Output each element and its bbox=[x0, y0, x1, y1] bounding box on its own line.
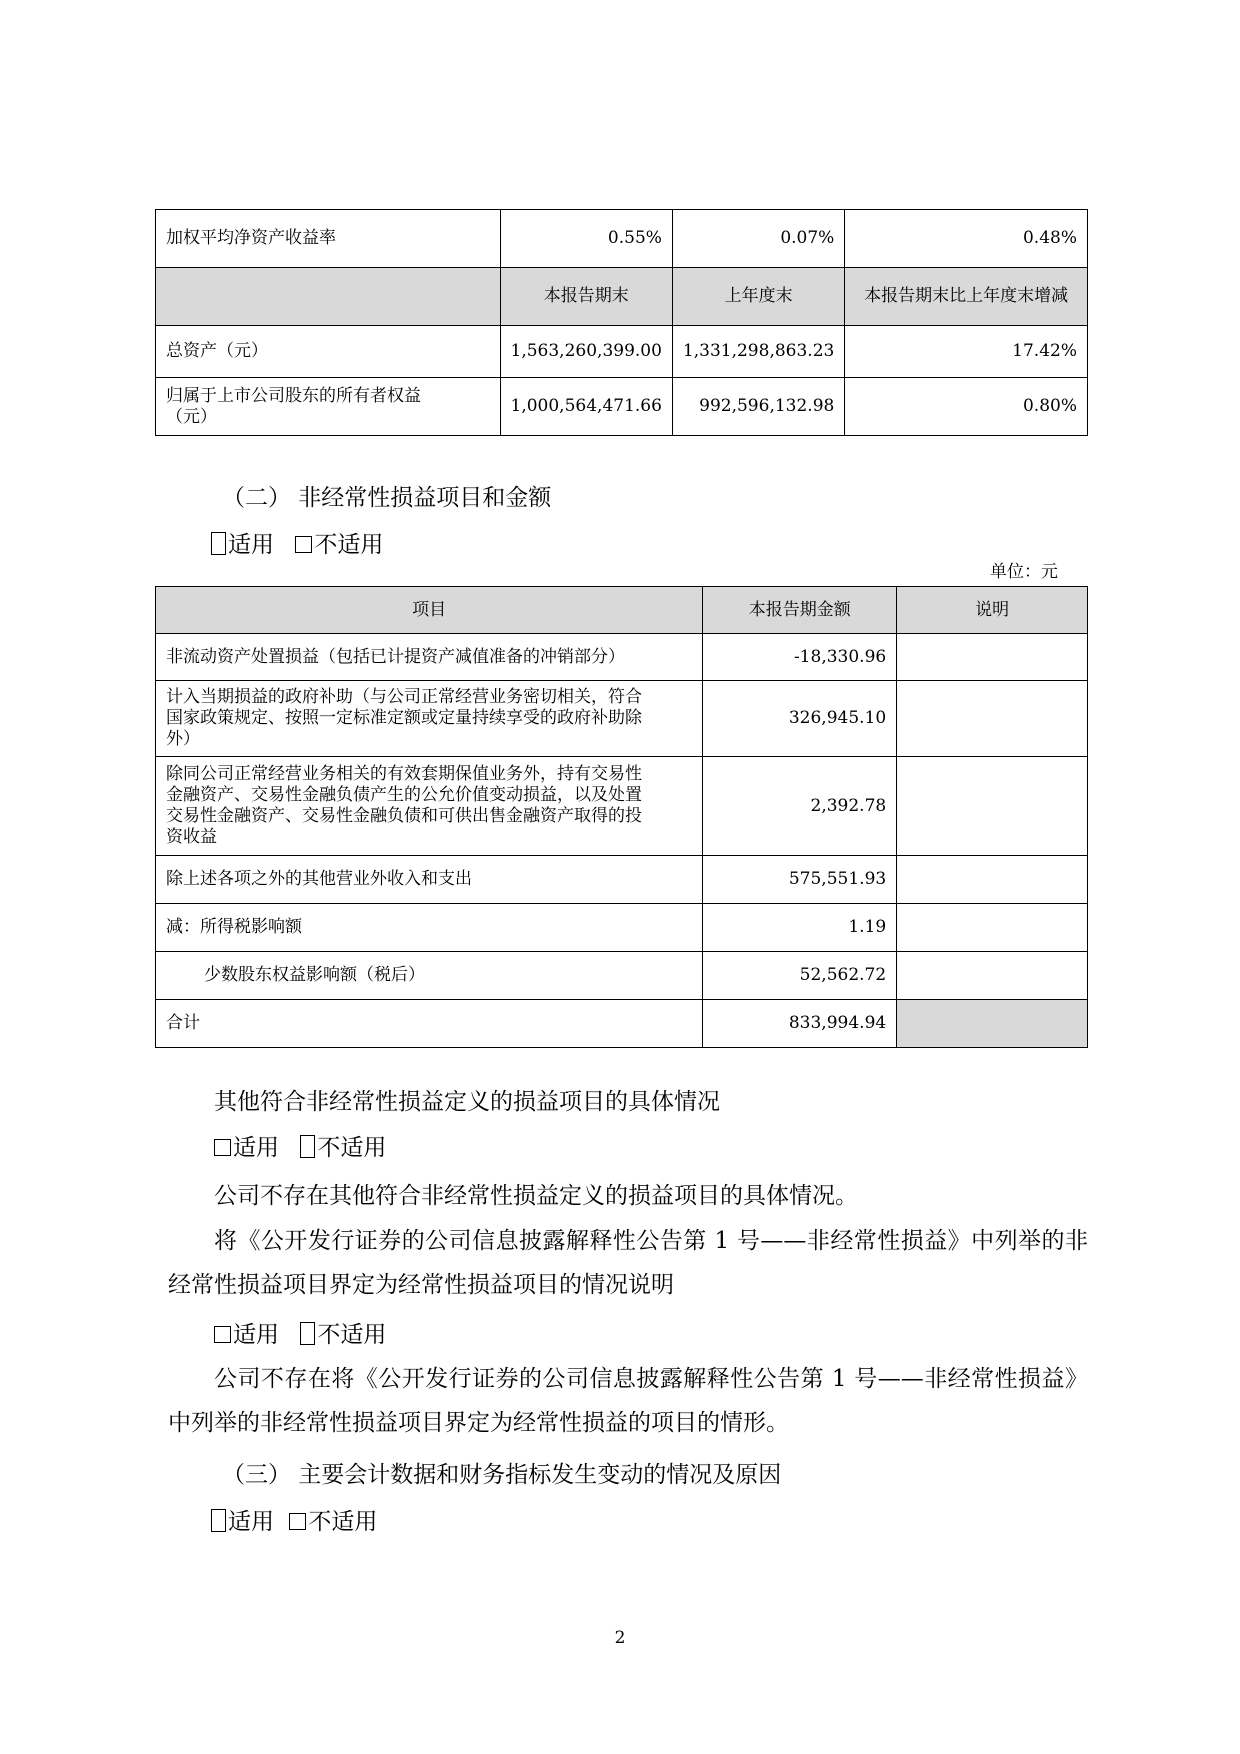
checkbox-not-applicable[interactable] bbox=[295, 536, 312, 553]
note-cell bbox=[897, 634, 1088, 681]
note-cell bbox=[897, 952, 1088, 1000]
applicability-options bbox=[211, 530, 383, 560]
checkbox-applicable[interactable] bbox=[214, 1139, 231, 1156]
table-header-row bbox=[156, 268, 1088, 326]
table-row bbox=[156, 856, 1088, 904]
value-cell: 0.07% bbox=[672, 210, 844, 268]
checkbox-applicable[interactable] bbox=[211, 1509, 226, 1532]
header-cell: 本报告期末比上年度末增减 bbox=[845, 268, 1088, 326]
item-cell bbox=[156, 952, 703, 1000]
section-title: （三） 主要会计数据和财务指标发生变动的情况及原因 bbox=[222, 1462, 782, 1488]
item-line: 减：所得税影响额 bbox=[166, 917, 302, 937]
value-cell: 992,596,132.98 bbox=[672, 378, 844, 436]
option-label: 不适用 bbox=[314, 532, 384, 558]
header-cell: 上年度末 bbox=[672, 268, 844, 326]
note-cell bbox=[897, 1000, 1088, 1048]
header-cell: 项目 bbox=[156, 587, 703, 634]
subsection-title: 其他符合非经常性损益定义的损益项目的具体情况 bbox=[214, 1089, 720, 1115]
label-line: 归属于上市公司股东的所有者权益 bbox=[166, 385, 421, 406]
item-line: 除上述各项之外的其他营业外收入和支出 bbox=[166, 869, 472, 889]
item-cell bbox=[156, 681, 703, 757]
value-cell: 1,000,564,471.66 bbox=[500, 378, 672, 436]
item-line: 外） bbox=[166, 729, 200, 749]
row-label bbox=[156, 378, 501, 436]
table-row bbox=[156, 210, 1088, 268]
subsection-title: 将《公开发行证券的公司信息披露解释性公告第 1 号——非经常性损益》中列举的非经常性损益项目界定为经常性损益项目的情况说明 bbox=[168, 1228, 1088, 1298]
item-cell bbox=[156, 757, 703, 856]
item-line: 少数股东权益影响额（税后） bbox=[204, 965, 425, 985]
item-line: 国家政策规定、按照一定标准定额或定量持续享受的政府补助除 bbox=[166, 708, 642, 728]
item-cell bbox=[156, 856, 703, 904]
amount-cell: -18,330.96 bbox=[703, 634, 897, 681]
amount-cell: 2,392.78 bbox=[703, 757, 897, 856]
amount-cell: 52,562.72 bbox=[703, 952, 897, 1000]
checkbox-not-applicable[interactable] bbox=[300, 1135, 315, 1158]
table-row bbox=[156, 757, 1088, 856]
table-row bbox=[156, 681, 1088, 757]
unit-label: 单位：元 bbox=[990, 562, 1058, 582]
note-cell bbox=[897, 757, 1088, 856]
page-number: 2 bbox=[614, 1628, 626, 1648]
item-line: 交易性金融资产、交易性金融负债和可供出售金融资产取得的投 bbox=[166, 806, 642, 826]
value-cell: 0.48% bbox=[845, 210, 1088, 268]
table-row bbox=[156, 904, 1088, 952]
option-label: 适用 bbox=[233, 1135, 279, 1161]
applicability-options bbox=[214, 1320, 386, 1350]
item-line: 资收益 bbox=[166, 827, 217, 847]
header-cell: 本报告期金额 bbox=[703, 587, 897, 634]
item-line: 非流动资产处置损益（包括已计提资产减值准备的冲销部分） bbox=[166, 646, 625, 667]
key-indicators-table bbox=[155, 209, 1088, 436]
checkbox-applicable[interactable] bbox=[211, 532, 226, 555]
item-cell bbox=[156, 904, 703, 952]
section-title: （二） 非经常性损益项目和金额 bbox=[222, 485, 552, 511]
option-label: 不适用 bbox=[317, 1135, 387, 1161]
table-total-row bbox=[156, 1000, 1088, 1048]
option-label: 适用 bbox=[233, 1322, 279, 1348]
checkbox-not-applicable[interactable] bbox=[300, 1322, 315, 1345]
option-label: 适用 bbox=[228, 532, 274, 558]
statement-text: 公司不存在其他符合非经常性损益定义的损益项目的具体情况。 bbox=[214, 1183, 858, 1209]
table-header-row bbox=[156, 587, 1088, 634]
label-line: （元） bbox=[166, 406, 217, 427]
option-label: 不适用 bbox=[308, 1509, 378, 1535]
applicability-options bbox=[211, 1507, 377, 1537]
table-row bbox=[156, 378, 1088, 436]
value-cell: 0.55% bbox=[500, 210, 672, 268]
item-line: 计入当期损益的政府补助（与公司正常经营业务密切相关，符合 bbox=[166, 687, 642, 707]
amount-cell: 1.19 bbox=[703, 904, 897, 952]
checkbox-applicable[interactable] bbox=[214, 1326, 231, 1343]
amount-cell: 833,994.94 bbox=[703, 1000, 897, 1048]
table-row bbox=[156, 952, 1088, 1000]
header-cell: 说明 bbox=[897, 587, 1088, 634]
item-line: 金融资产、交易性金融负债产生的公允价值变动损益，以及处置 bbox=[166, 785, 642, 805]
item-cell bbox=[156, 634, 703, 681]
row-label: 总资产（元） bbox=[156, 326, 501, 378]
option-label: 适用 bbox=[228, 1509, 274, 1535]
value-cell: 1,563,260,399.00 bbox=[500, 326, 672, 378]
table-row bbox=[156, 326, 1088, 378]
item-line: 合计 bbox=[166, 1013, 200, 1033]
statement-text: 公司不存在将《公开发行证券的公司信息披露解释性公告第 1 号——非经常性损益》中列举的非经常性损益项目界定为经常性损益的项目的情形。 bbox=[168, 1366, 1088, 1436]
value-cell: 1,331,298,863.23 bbox=[672, 326, 844, 378]
note-cell bbox=[897, 904, 1088, 952]
header-cell: 本报告期末 bbox=[500, 268, 672, 326]
table-row bbox=[156, 634, 1088, 681]
checkbox-not-applicable[interactable] bbox=[289, 1513, 306, 1530]
item-cell bbox=[156, 1000, 703, 1048]
header-cell bbox=[156, 268, 501, 326]
applicability-options bbox=[214, 1133, 386, 1163]
non-recurring-items-table bbox=[155, 586, 1088, 1048]
value-cell: 0.80% bbox=[845, 378, 1088, 436]
option-label: 不适用 bbox=[317, 1322, 387, 1348]
item-line: 除同公司正常经营业务相关的有效套期保值业务外，持有交易性 bbox=[166, 764, 642, 784]
amount-cell: 575,551.93 bbox=[703, 856, 897, 904]
row-label: 加权平均净资产收益率 bbox=[156, 210, 501, 268]
amount-cell: 326,945.10 bbox=[703, 681, 897, 757]
value-cell: 17.42% bbox=[845, 326, 1088, 378]
note-cell bbox=[897, 856, 1088, 904]
note-cell bbox=[897, 681, 1088, 757]
